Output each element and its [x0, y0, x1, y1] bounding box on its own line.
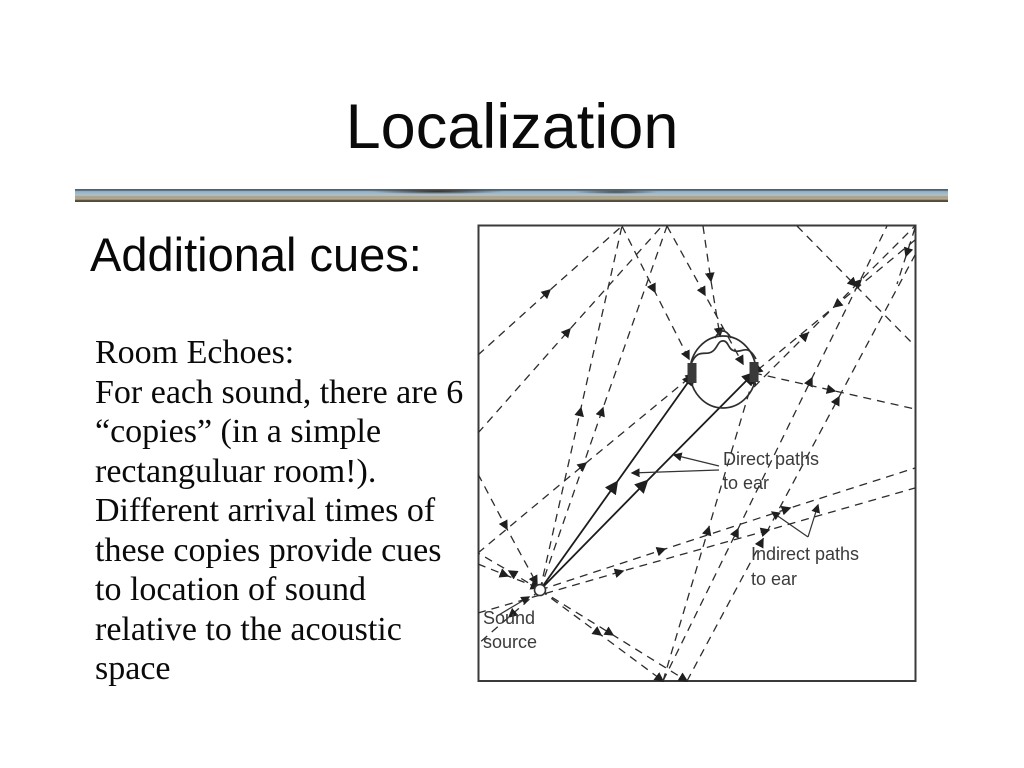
left-ear [688, 363, 697, 383]
body-line: to location of sound [95, 571, 367, 608]
direct-paths [540, 373, 754, 590]
listener-head [688, 331, 759, 408]
body-line: Different arrival times of [95, 492, 436, 529]
indirect-paths-label-line2: to ear [751, 569, 798, 589]
sound-source-label-line1: Sound [483, 608, 536, 628]
body-line: “copies” (in a simple [95, 413, 382, 450]
diagram-labels [483, 449, 859, 652]
body-line: space [95, 650, 171, 687]
section-heading: Additional cues: [90, 228, 422, 281]
body-text [95, 333, 463, 689]
body-line: relative to the acoustic [95, 610, 402, 648]
body-line: For each sound, there are 6 [95, 373, 464, 411]
direct-paths-label-line1: Direct paths [723, 449, 820, 469]
room-echo-diagram [477, 224, 917, 683]
direct-paths-label-line2: to ear [723, 473, 770, 493]
divider-line [75, 189, 948, 202]
body-line: Room Echoes: [95, 334, 295, 371]
right-ear [750, 362, 759, 382]
indirect-paths-label-line1: Indirect paths [751, 544, 860, 564]
body-line: these copies provide cues [95, 531, 442, 569]
body-line: rectanguluar room!). [95, 452, 377, 490]
sound-source-label-line2: source [483, 632, 538, 652]
sound-source-dot [535, 585, 546, 596]
indirect-paths [478, 226, 915, 681]
slide-title: Localization [345, 92, 679, 162]
